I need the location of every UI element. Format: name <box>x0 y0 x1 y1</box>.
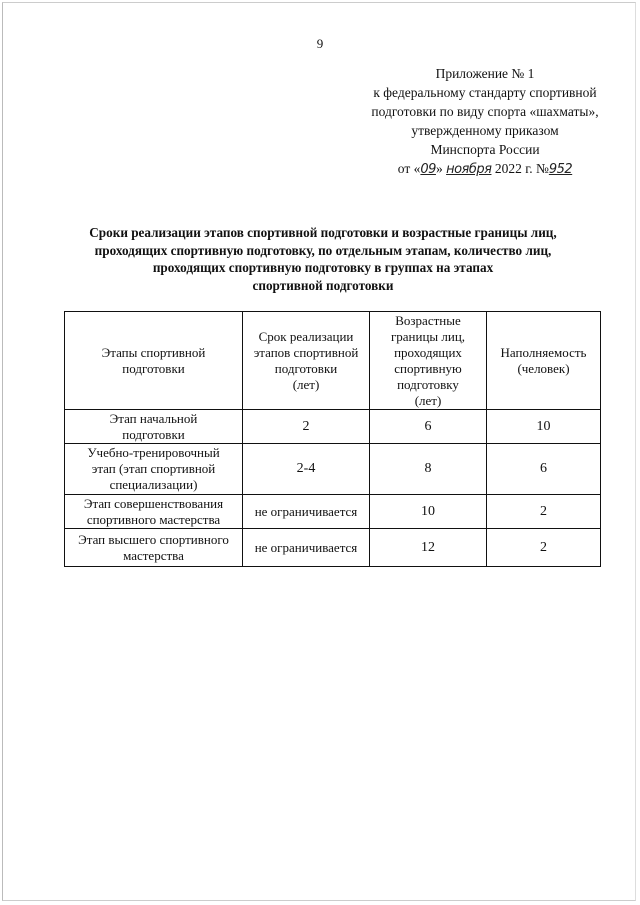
stages-table <box>64 311 601 567</box>
header-cell: Срок реализации этапов спортивной подготовки (лет) <box>243 312 370 410</box>
duration-cell: не ограничивается <box>243 529 370 567</box>
order-date-line <box>355 159 615 179</box>
appendix-line: Минспорта России <box>430 142 540 157</box>
age-cell: 8 <box>370 444 487 495</box>
duration-cell: не ограничивается <box>243 495 370 529</box>
table-row <box>65 495 601 529</box>
document-heading <box>60 224 586 294</box>
handwritten-order-number: 952 <box>548 162 573 177</box>
stage-cell: Этап совершенствования спортивного мастерства <box>65 495 243 529</box>
duration-cell: 2 <box>243 410 370 444</box>
header-cell: Этапы спортивной подготовки <box>65 312 243 410</box>
appendix-line: к федеральному стандарту спортивной <box>373 85 597 100</box>
table-row <box>65 444 601 495</box>
heading-line: Сроки реализации этапов спортивной подготовки и возрастные границы лиц, <box>89 225 557 240</box>
duration-cell: 2-4 <box>243 444 370 495</box>
appendix-title: Приложение № 1 <box>435 66 535 81</box>
appendix-line: утвержденному приказом <box>411 123 559 138</box>
stage-cell: Учебно-тренировочный этап (этап спортивной специализации) <box>65 444 243 495</box>
table-row <box>65 529 601 567</box>
table-header-row <box>65 312 601 410</box>
age-cell: 10 <box>370 495 487 529</box>
handwritten-month: ноября <box>446 162 492 177</box>
heading-line: проходящих спортивную подготовку, по отдельным этапам, количество лиц, <box>94 242 552 258</box>
capacity-cell: 10 <box>487 410 601 444</box>
capacity-cell: 2 <box>487 529 601 567</box>
stage-cell: Этап высшего спортивного мастерства <box>65 529 243 567</box>
appendix-line: подготовки по виду спорта «шахматы», <box>371 104 599 119</box>
handwritten-day: 09 <box>420 162 436 177</box>
date-year: 2022 г. № <box>494 161 549 176</box>
date-separator: » <box>435 161 443 176</box>
header-cell: Наполняемость (человек) <box>487 312 601 410</box>
capacity-cell: 2 <box>487 495 601 529</box>
header-cell: Возрастные границы лиц, проходящих спортивную подготовку (лет) <box>370 312 487 410</box>
heading-line: проходящих спортивную подготовку в группах на этапах <box>152 260 494 275</box>
age-cell: 6 <box>370 410 487 444</box>
age-cell: 12 <box>370 529 487 567</box>
capacity-cell: 6 <box>487 444 601 495</box>
appendix-block <box>355 64 615 179</box>
table-row <box>65 410 601 444</box>
heading-line: спортивной подготовки <box>252 277 394 293</box>
page-number: 9 <box>316 36 324 51</box>
stage-cell: Этап начальной подготовки <box>65 410 243 444</box>
date-prefix: от « <box>397 161 421 176</box>
